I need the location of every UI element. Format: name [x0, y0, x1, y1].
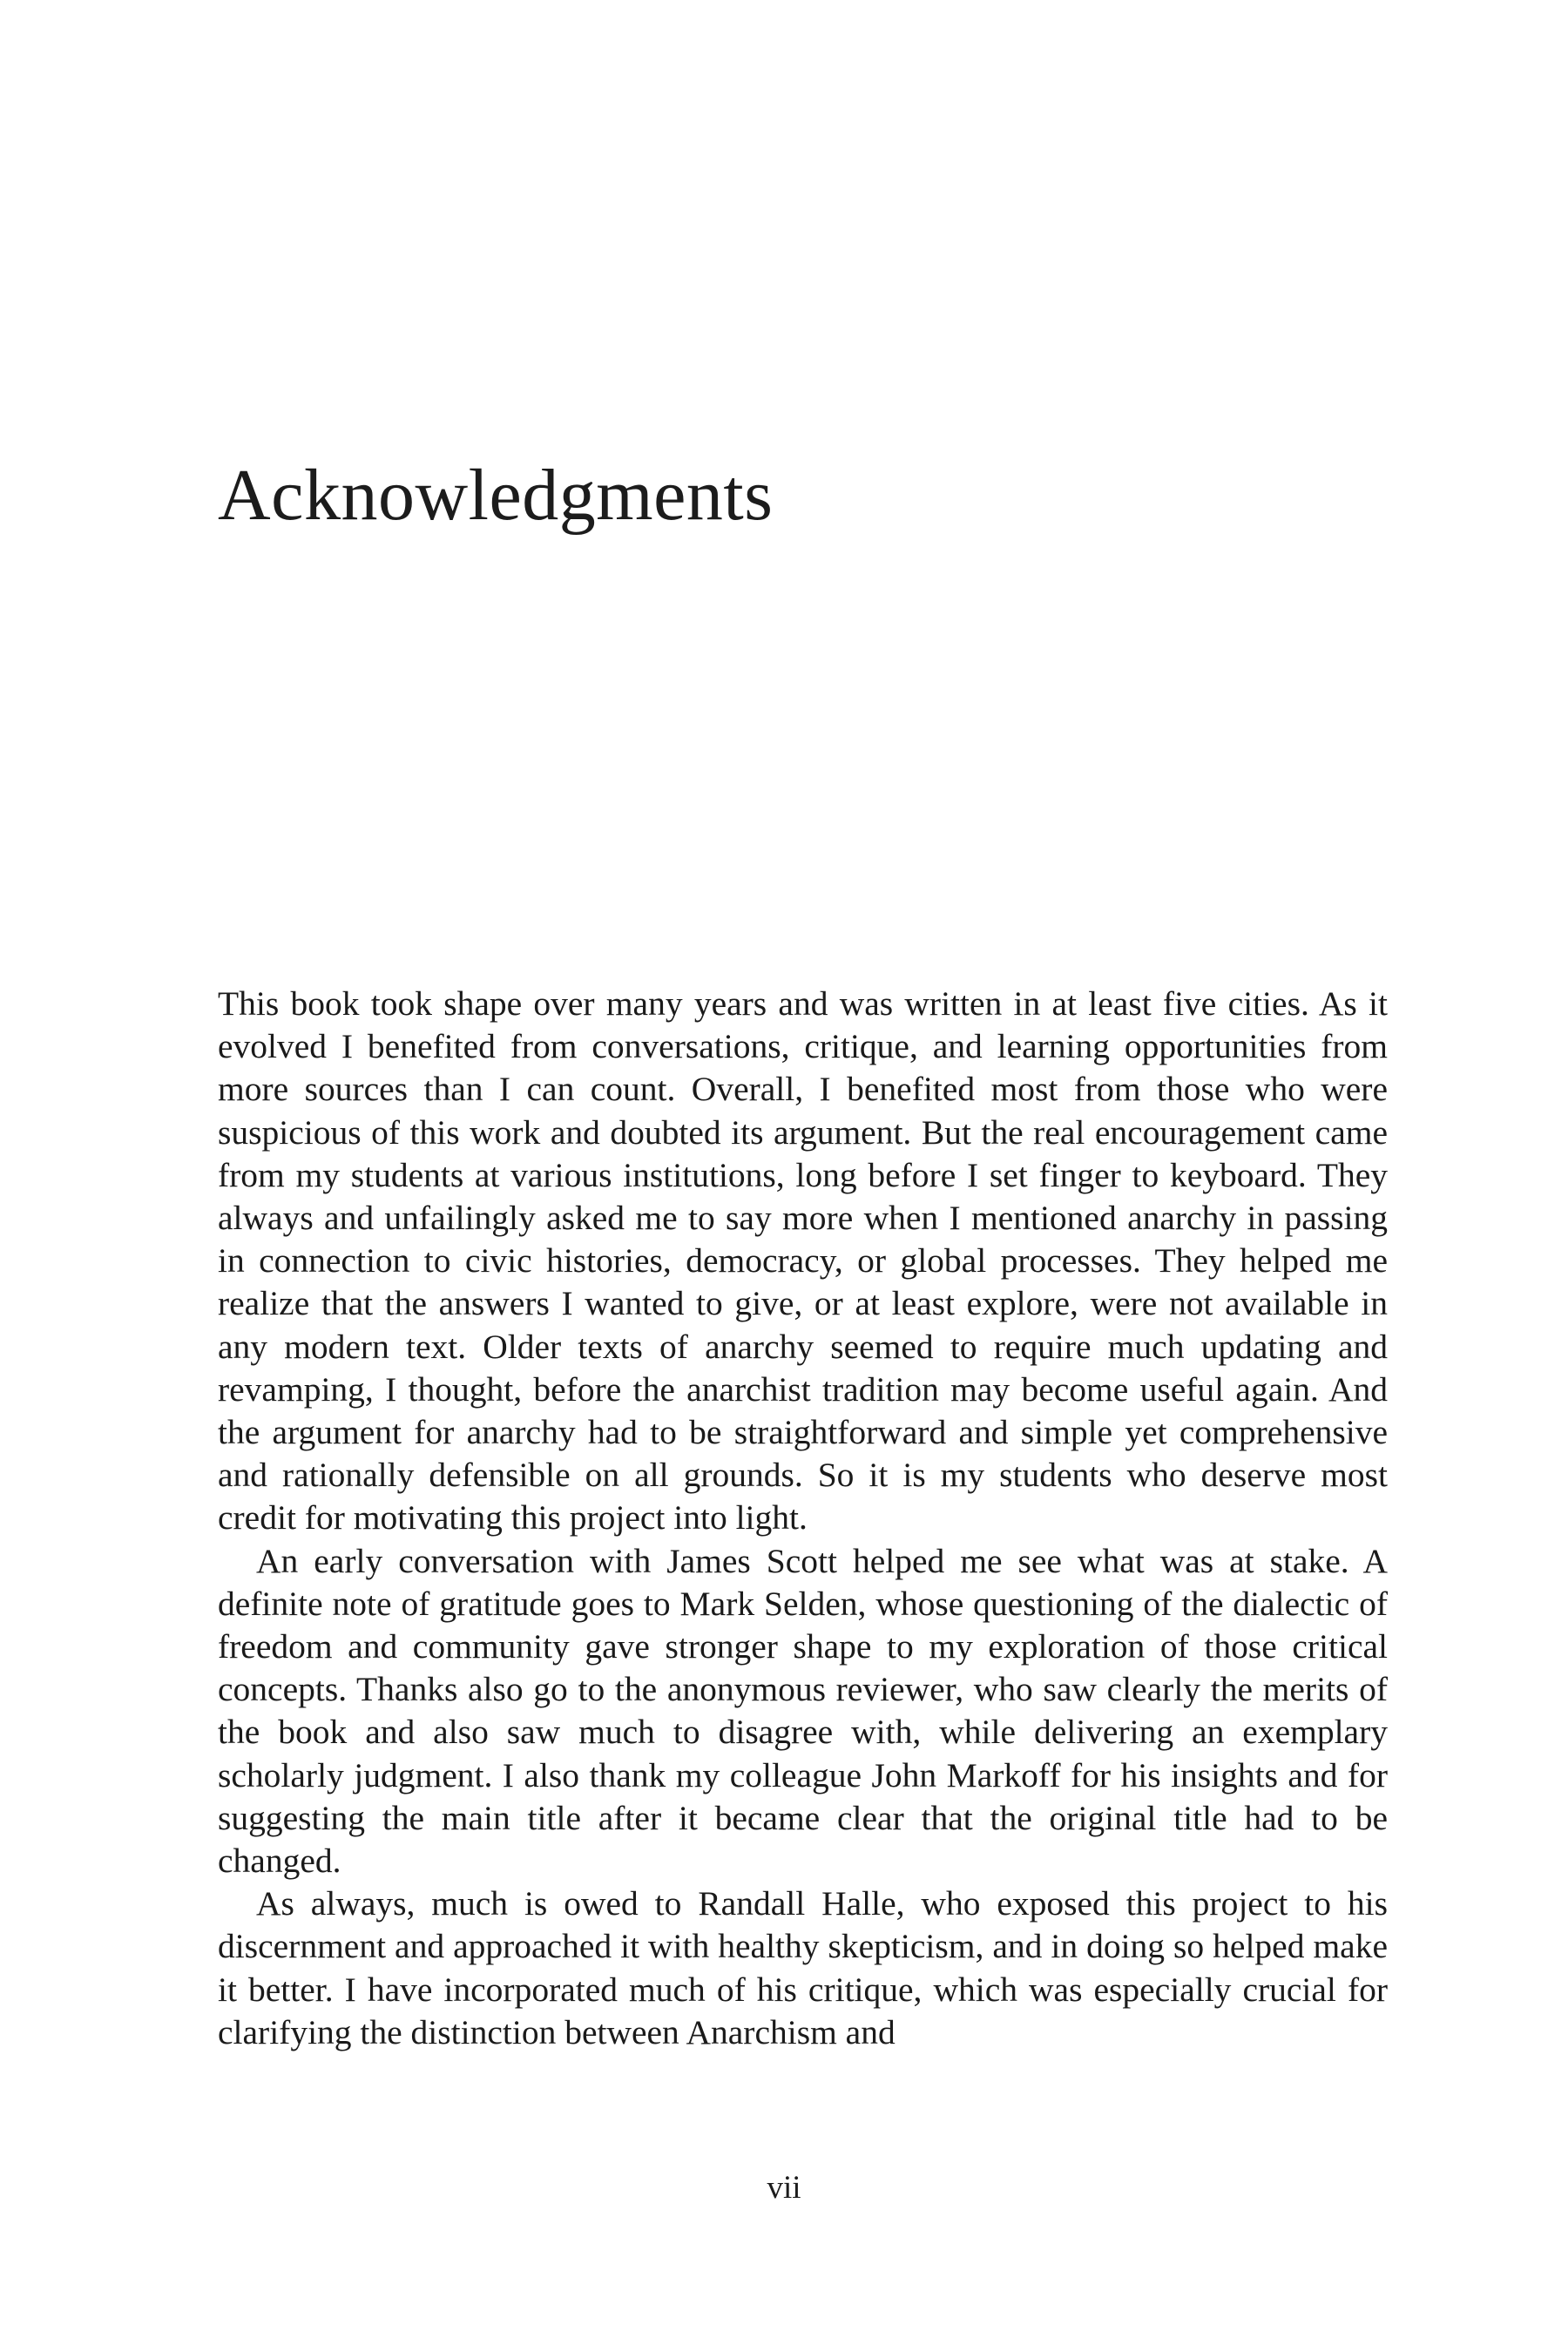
page-title: Acknowledgments [218, 455, 774, 536]
paragraph-1: This book took shape over many years and was written in at least five cities. As it evolved I benefited from conversations, critique, and learning opportunities from more sources than I can count. Overall, I benefited most from those who were suspicious of this work and doubted its argument. But the real encouragement came from my students at various institutions, long before I set finger to keyboard. They always and unfailingly asked me to say more when I mentioned anarchy in passing in connection to civic histories, democracy, or global processes. They helped me realize that the answers I wanted to give, or at least explore, were not available in any modern text. Older texts of anarchy seemed to require much updating and revamping, I thought, before the anarchist tradition may become useful again. And the argument for anarchy had to be straightforward and simple yet comprehensive and rationally defensible on all grounds. So it is my students who deserve most credit for motivating this project into light. [218, 984, 1388, 1538]
body-text [218, 983, 1388, 2054]
page-number: vii [767, 2170, 801, 2206]
paragraph-3: As always, much is owed to Randall Halle, who exposed this project to his discernment and approached it with healthy skepticism, and in doing so helped make it better. I have incorporated much of his critique, which was especially crucial for clarifying the distinction between Anarchism and [218, 1884, 1388, 2051]
paragraph-2: An early conversation with James Scott helped me see what was at stake. A definite note of gratitude goes to Mark Selden, whose questioning of the dialectic of freedom and community gave stronger shape to my exploration of those critical concepts. Thanks also go to the anonymous reviewer, who saw clearly the merits of the book and also saw much to disagree with, while delivering an exemplary scholarly judgment. I also thank my colleague John Markoff for his insights and for suggesting the main title after it became clear that the original title had to be changed. [218, 1541, 1388, 1881]
